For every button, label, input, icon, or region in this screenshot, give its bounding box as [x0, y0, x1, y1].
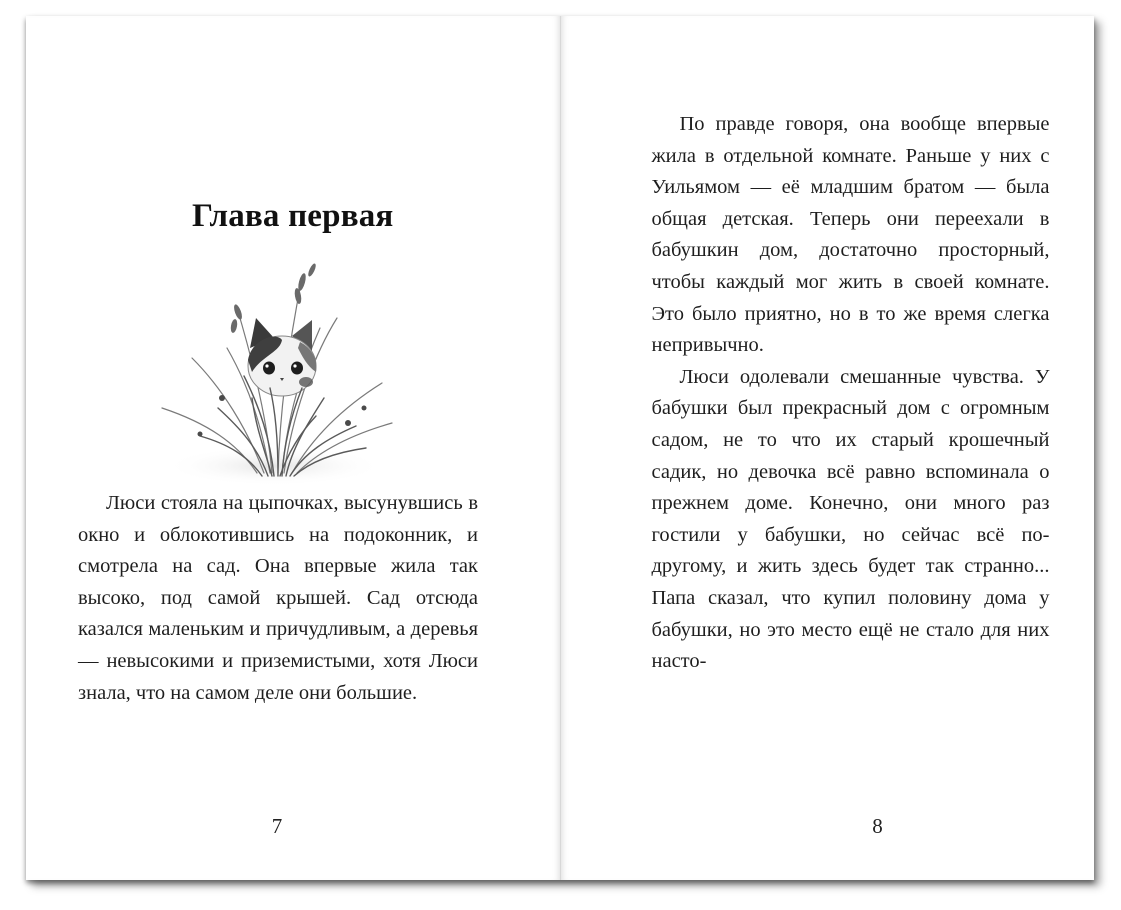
paragraph: Люси одолевали смешанные чувства. У бабушки был прекрасный дом с огромным садом, не то что их старый крошечный садик, но девочка всё равно вспоминала о прежнем доме. Конечно, они много раз гостили у бабушки, но сейчас всё по-другому, и жить здесь будет так странно... Папа сказал, что купил половину дома у бабушки, но это место ещё не стало для них насто- [651, 365, 1050, 673]
chapter-title: Глава первая [192, 198, 394, 234]
page-number: 8 [872, 814, 883, 838]
left-page [26, 16, 561, 880]
right-page-text [652, 109, 1050, 678]
paragraph: Люси стояла на цыпочках, высунувшись в окно и облокотившись на подоконник, и смотрела на сад. Она впервые жила так высоко, под самой крышей. Сад отсюда казался маленьким и причудливым, а деревья — невысокими и приземистыми, хотя Люси знала, что на самом деле они большие. [78, 492, 478, 704]
page-number: 7 [271, 814, 283, 838]
paragraph: По правде говоря, она вообще впервые жила в отдельной комнате. Раньше у них с Уильямом — её младшим братом — была общая детская. Теперь они переехали в бабушкин дом, достаточно просторный, чтобы каждый мог жить в своей комнате. Это было приятно, но в то же время слегка непривычно. [651, 113, 1050, 357]
left-page-text [78, 488, 478, 709]
kitten-in-grass-illustration [152, 248, 402, 488]
book-spread [26, 16, 1094, 880]
right-page [561, 16, 1095, 880]
